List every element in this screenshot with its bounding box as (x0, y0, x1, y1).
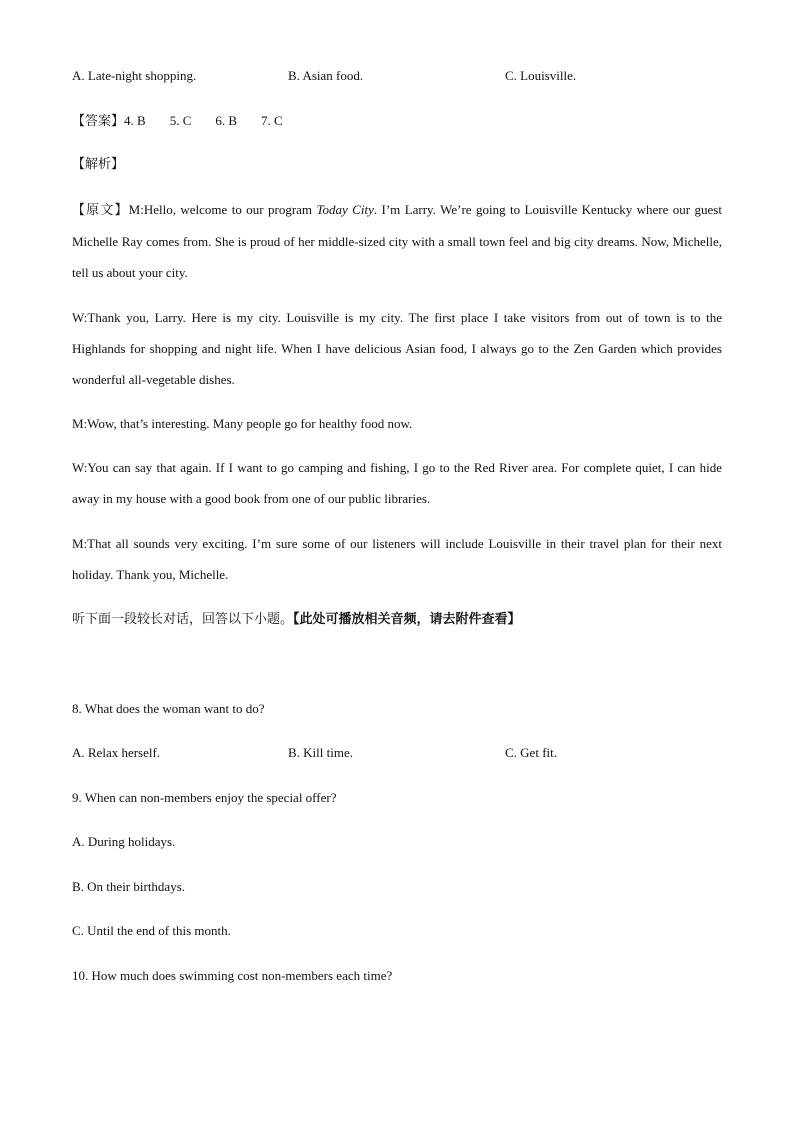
question-8: 8. What does the woman want to do? (72, 701, 265, 716)
transcript-paragraph-1: 【原文】M:Hello, welcome to our program Today City. I’m Larry. We’re going to Louisville Kentucky where our guest Michelle Ray comes from. She is proud of her middle-sized city with a small town feel and big city dreams. Now, Michelle, tell us about your city. (72, 202, 722, 280)
answer-label: 【答案】 (72, 114, 125, 129)
q8-option-b: B. Kill time. (288, 745, 353, 760)
transcript-label: 【原文】 (72, 203, 129, 218)
answer-item: 5. C (169, 113, 192, 128)
audio-note: 【此处可播放相关音频，请去附件查看】 (293, 612, 521, 627)
question-9: 9. When can non-members enjoy the special offer? (72, 790, 337, 805)
transcript-paragraph-4: W:You can say that again. If I want to go camping and fishing, I go to the Red River area. For complete quiet, I can hide away in my house with a good book from one of our public libraries. (72, 460, 722, 506)
transcript-paragraph-5: M:That all sounds very exciting. I’m sure some of our listeners will include Louisville in their travel plan for their next holiday. Thank you, Michelle. (72, 536, 722, 582)
answer-item: 7. C (261, 113, 283, 128)
prev-option-a: A. Late-night shopping. (72, 68, 197, 83)
q8-option-a: A. Relax herself. (72, 745, 161, 760)
question-10: 10. How much does swimming cost non-members each time? (72, 968, 393, 983)
listening-instruction: 听下面一段较长对话，回答以下小题。【此处可播放相关音频，请去附件查看】 (72, 612, 521, 627)
analysis-label: 【解析】 (72, 157, 125, 172)
q9-option-c: C. Until the end of this month. (72, 923, 231, 938)
transcript-paragraph-3: M:Wow, that’s interesting. Many people go for healthy food now. (72, 416, 413, 431)
q9-option-b: B. On their birthdays. (72, 879, 186, 894)
prev-option-c: C. Louisville. (505, 68, 577, 83)
transcript-paragraph-2: W:Thank you, Larry. Here is my city. Louisville is my city. The first place I take visitors from out of town is to the Highlands for shopping and night life. When I have delicious Asian food, I always go to the Zen Garden which provides wonderful all-vegetable dishes. (72, 310, 722, 387)
prev-option-b: B. Asian food. (288, 68, 364, 83)
q9-option-a: A. During holidays. (72, 834, 176, 849)
program-name: Today City (316, 202, 374, 217)
answer-item: 4. B (124, 113, 146, 128)
answer-line (72, 113, 283, 130)
answer-item: 6. B (215, 113, 238, 128)
q8-option-c: C. Get fit. (505, 745, 557, 760)
